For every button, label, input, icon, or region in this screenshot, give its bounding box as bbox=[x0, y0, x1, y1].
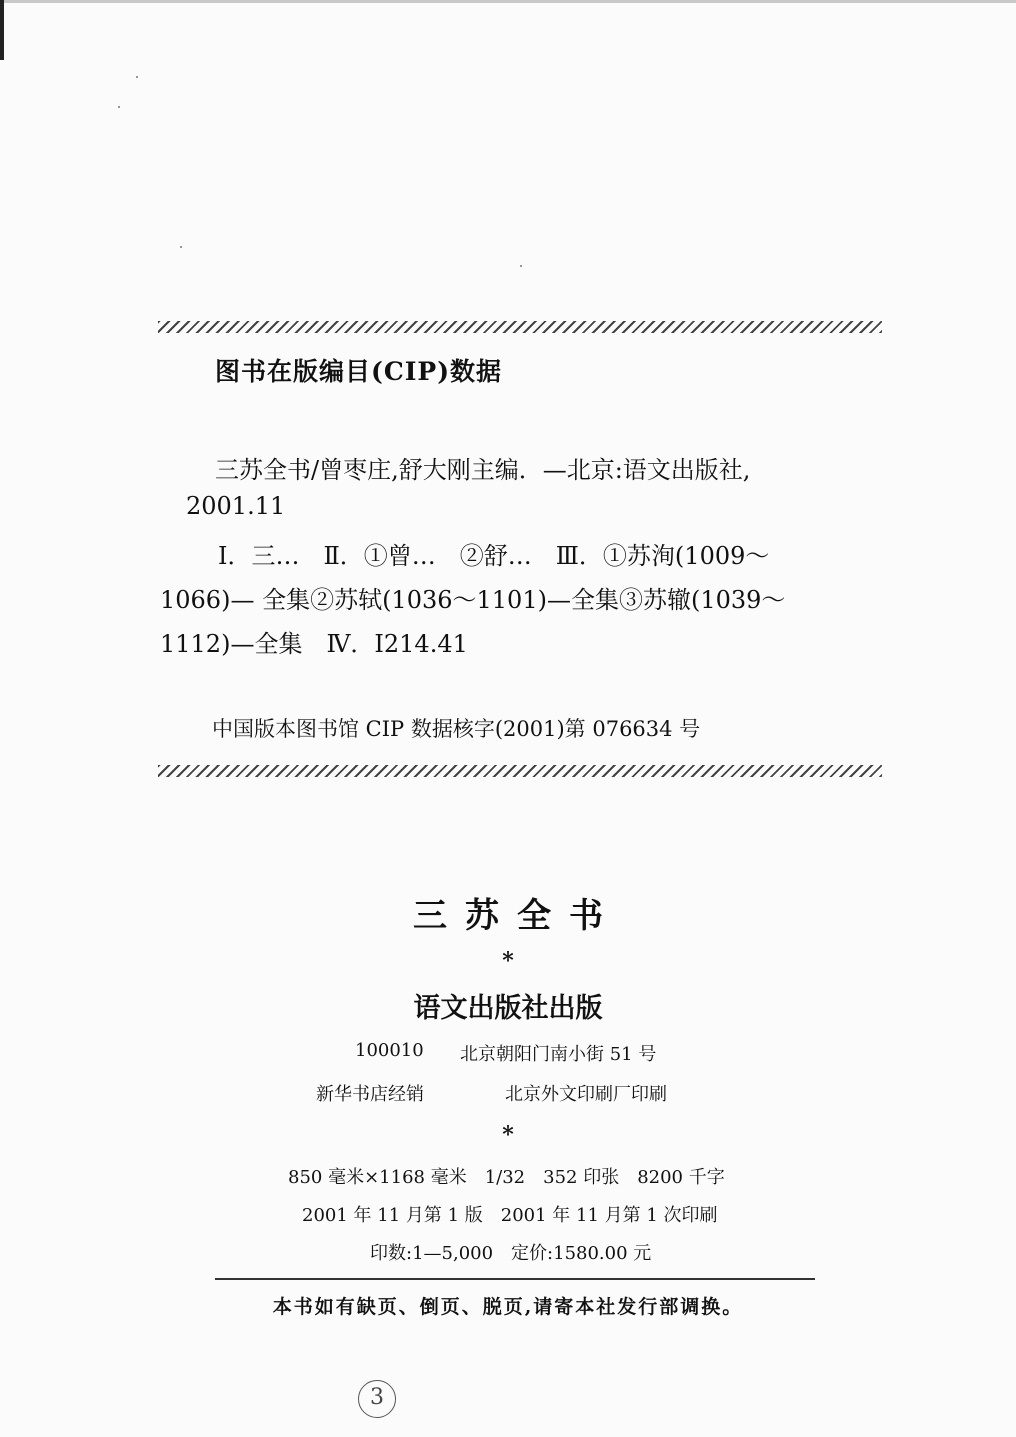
print-run-and-price: 印数:1—5,000 定价:1580.00 元 bbox=[370, 1243, 652, 1264]
cip-line: 1112)—全集 Ⅳ．I214.41 bbox=[160, 630, 468, 658]
publisher-address: 北京朝阳门南小街 51 号 bbox=[460, 1044, 657, 1065]
cip-line: Ⅰ．三… Ⅱ．①曾… ②舒… Ⅲ．①苏洵(1009～ bbox=[218, 542, 770, 570]
printer: 北京外文印刷厂印刷 bbox=[505, 1084, 667, 1105]
edition-info: 2001 年 11 月第 1 版 2001 年 11 月第 1 次印刷 bbox=[302, 1205, 718, 1226]
cip-heading: 图书在版编目(CIP)数据 bbox=[215, 357, 503, 386]
page-number-mark: 3 bbox=[358, 1380, 396, 1418]
cip-line: 2001.11 bbox=[186, 492, 286, 520]
book-title: 三苏全书 bbox=[413, 896, 621, 936]
book-specs: 850 毫米×1168 毫米 1/32 352 印张 8200 千字 bbox=[288, 1167, 725, 1188]
postcode: 100010 bbox=[355, 1040, 424, 1061]
divider-rule bbox=[215, 1278, 815, 1280]
scan-speck bbox=[180, 246, 182, 248]
page-edge-top bbox=[0, 0, 1016, 3]
cip-line: 1066)— 全集②苏轼(1036～1101)—全集③苏辙(1039～ bbox=[160, 586, 786, 614]
cip-line: 三苏全书/曾枣庄,舒大刚主编．—北京:语文出版社, bbox=[215, 456, 751, 484]
defect-notice: 本书如有缺页、倒页、脱页,请寄本社发行部调换。 bbox=[272, 1296, 744, 1318]
publisher: 语文出版社出版 bbox=[413, 993, 603, 1024]
ornamental-border-top bbox=[158, 321, 882, 333]
scan-speck bbox=[520, 265, 522, 267]
distributor: 新华书店经销 bbox=[316, 1084, 424, 1105]
cip-approval-number: 中国版本图书馆 CIP 数据核字(2001)第 076634 号 bbox=[212, 717, 701, 741]
scan-speck bbox=[118, 106, 120, 108]
separator-star: * bbox=[502, 1122, 514, 1148]
ornamental-border-bottom bbox=[158, 765, 882, 777]
separator-star: * bbox=[502, 948, 514, 974]
page-edge-left bbox=[0, 0, 4, 60]
scan-speck bbox=[136, 76, 138, 78]
